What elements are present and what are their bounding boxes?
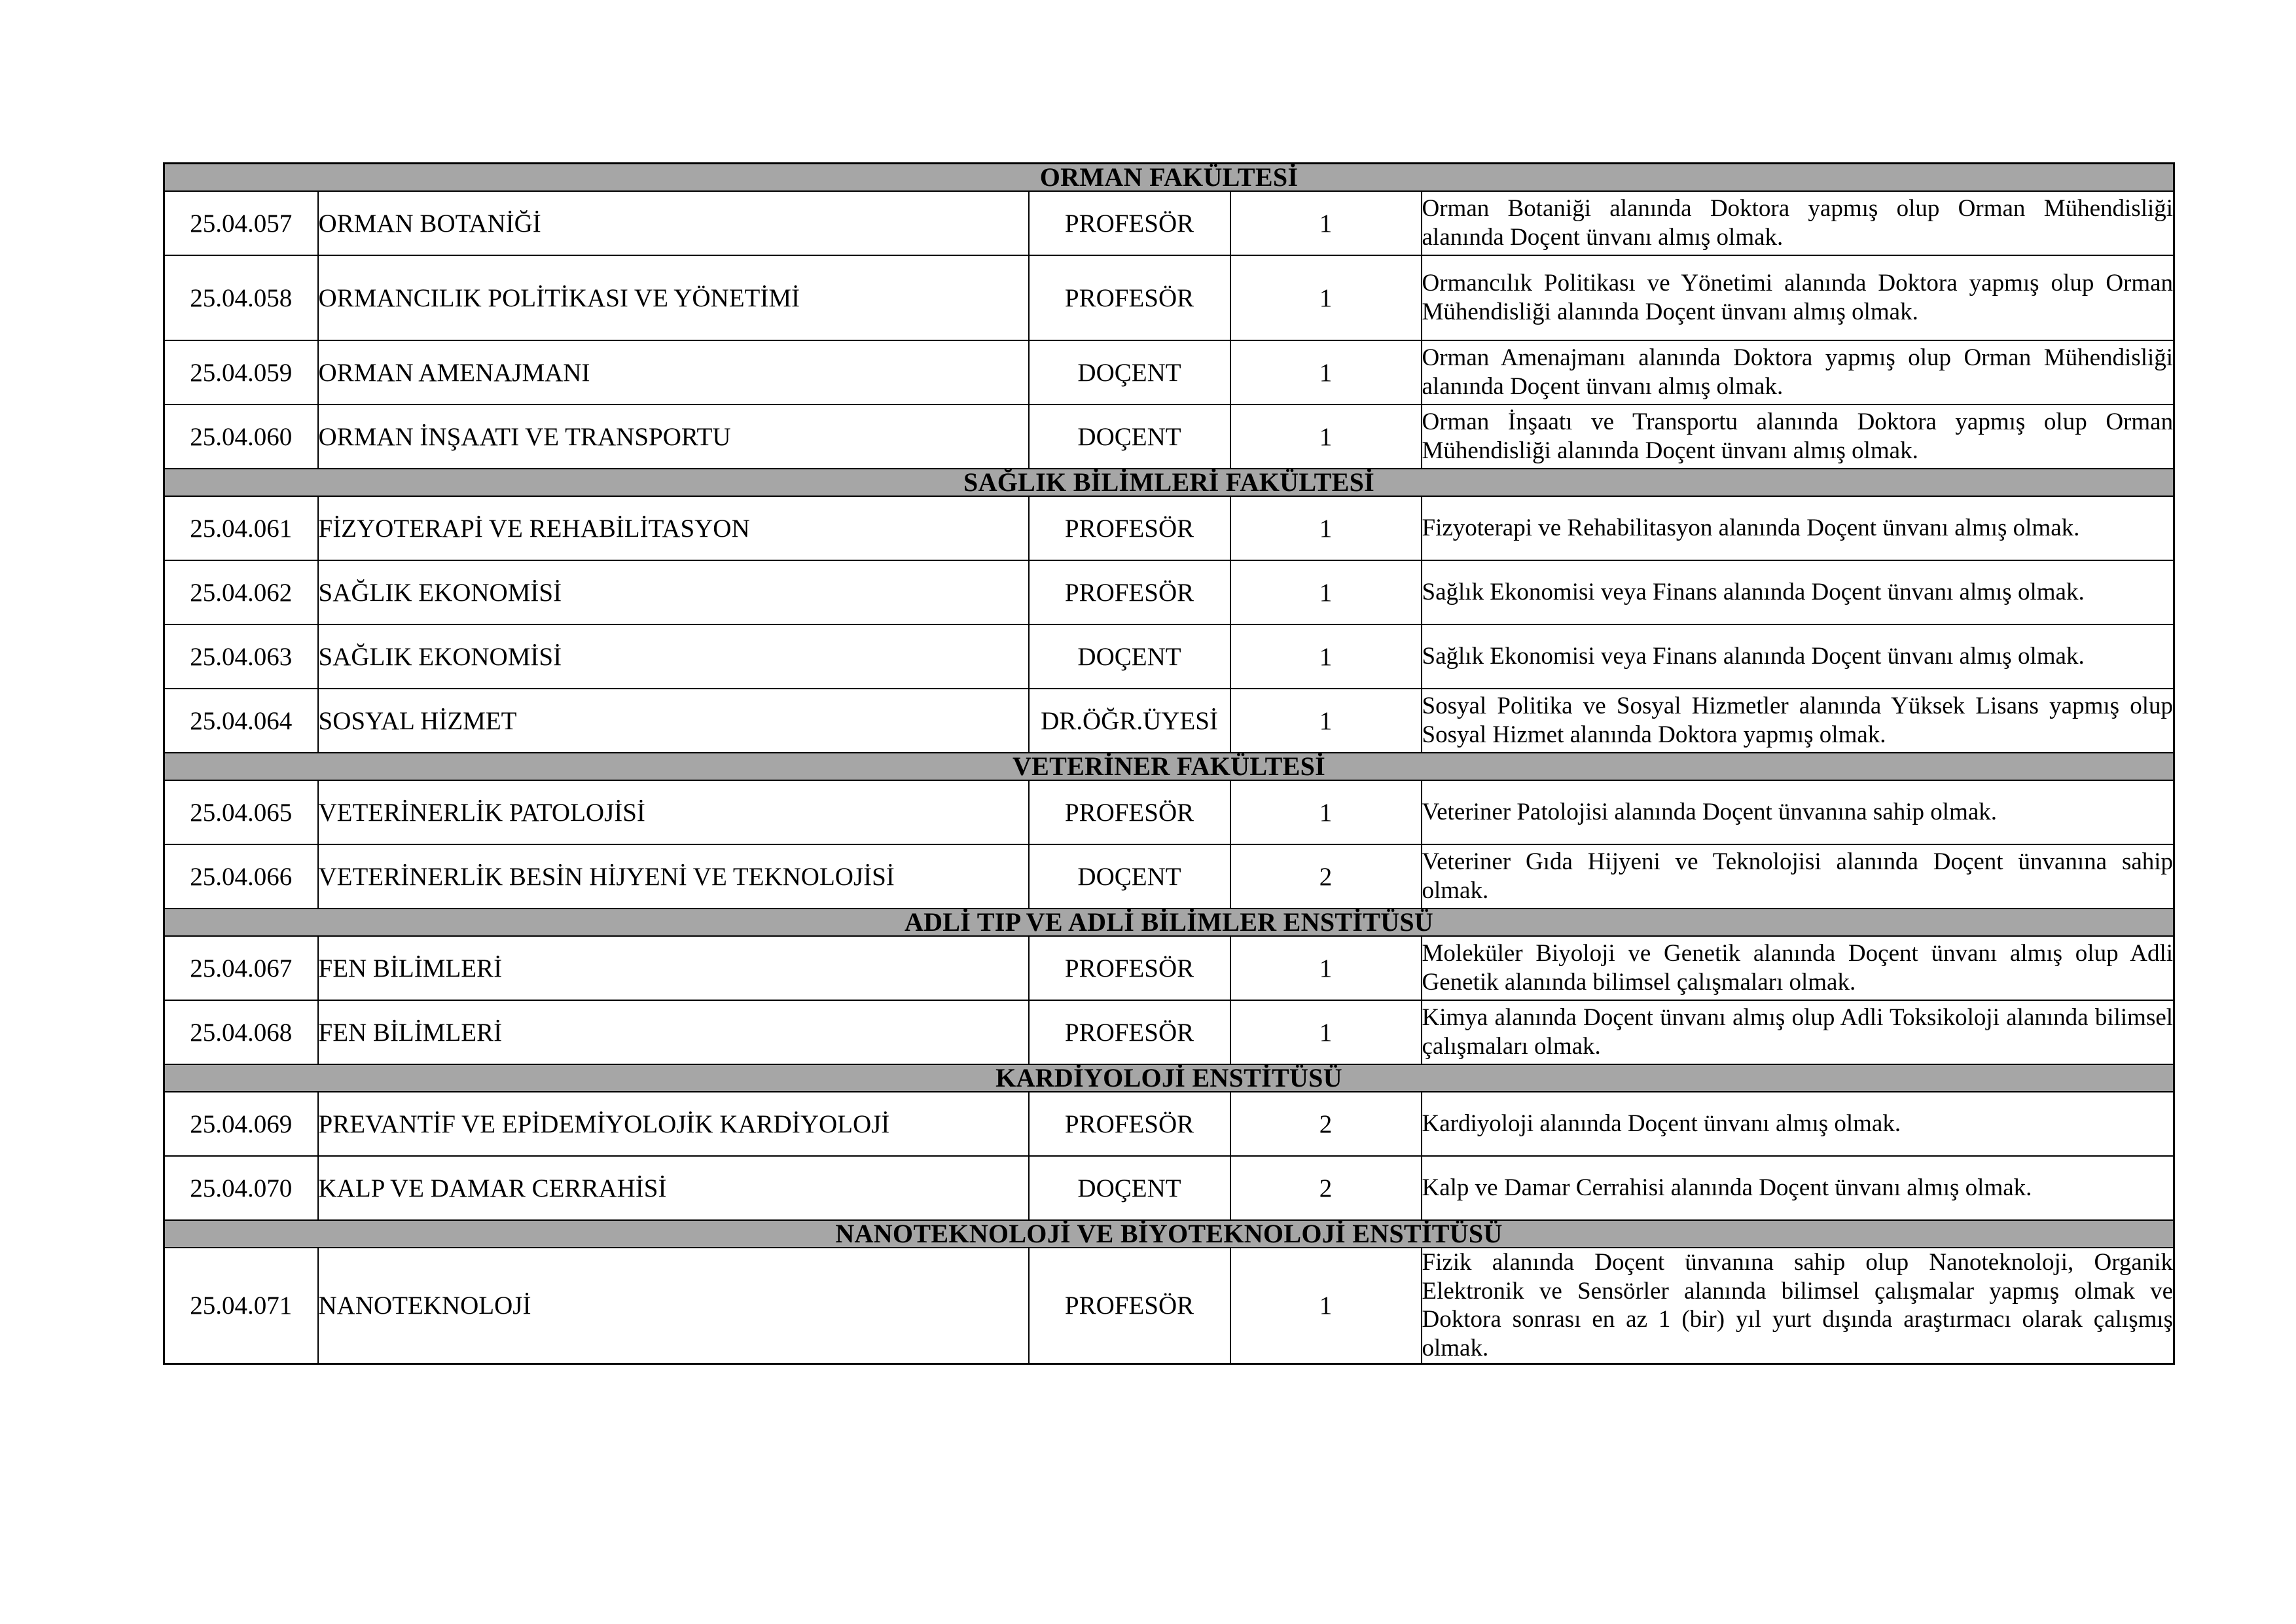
position-count-cell: 1 <box>1230 496 1422 560</box>
table-row <box>164 191 2174 255</box>
department-name-cell: FEN BİLİMLERİ <box>318 936 1029 1000</box>
requirement-text: Orman İnşaatı ve Transportu alanında Doktora yapmış olup Orman Mühendisliği alanında Doçent ünvanı almış olmak. <box>1422 408 2174 464</box>
requirement-description-cell <box>1422 936 2174 1000</box>
table-row <box>164 1156 2174 1220</box>
section-header-row <box>164 1220 2174 1248</box>
section-heading: ADLİ TIP VE ADLİ BİLİMLER ENSTİTÜSÜ <box>164 909 2174 936</box>
academic-title-cell: PROFESÖR <box>1029 1248 1230 1363</box>
academic-title-cell: DOÇENT <box>1029 1156 1230 1220</box>
department-name-cell: SAĞLIK EKONOMİSİ <box>318 624 1029 689</box>
requirement-text: Fizyoterapi ve Rehabilitasyon alanında Doçent ünvanı almış olmak. <box>1422 514 2080 542</box>
requirement-text: Orman Amenajmanı alanında Doktora yapmış olup Orman Mühendisliği alanında Doçent ünvanı almış olmak. <box>1422 344 2174 400</box>
requirement-description-cell <box>1422 844 2174 909</box>
requirement-description-cell <box>1422 780 2174 844</box>
academic-title-cell: PROFESÖR <box>1029 780 1230 844</box>
position-count-cell: 1 <box>1230 255 1422 340</box>
position-code-cell: 25.04.058 <box>164 255 318 340</box>
position-count-cell: 1 <box>1230 191 1422 255</box>
academic-title-cell: PROFESÖR <box>1029 255 1230 340</box>
department-name-cell: FİZYOTERAPİ VE REHABİLİTASYON <box>318 496 1029 560</box>
table-row <box>164 560 2174 624</box>
requirement-text: Sağlık Ekonomisi veya Finans alanında Doçent ünvanı almış olmak. <box>1422 579 2085 606</box>
academic-title-cell: PROFESÖR <box>1029 191 1230 255</box>
section-header-row <box>164 164 2174 192</box>
requirement-text: Kardiyoloji alanında Doçent ünvanı almış olmak. <box>1422 1110 1901 1138</box>
requirement-text: Kalp ve Damar Cerrahisi alanında Doçent ünvanı almış olmak. <box>1422 1174 2032 1202</box>
requirement-text: Orman Botaniği alanında Doktora yapmış olup Orman Mühendisliği alanında Doçent ünvanı almış olmak. <box>1422 195 2174 251</box>
table-row <box>164 624 2174 689</box>
section-heading: ORMAN FAKÜLTESİ <box>164 164 2174 192</box>
requirement-description-cell <box>1422 1156 2174 1220</box>
position-count-cell: 1 <box>1230 1248 1422 1363</box>
section-heading: NANOTEKNOLOJİ VE BİYOTEKNOLOJİ ENSTİTÜSÜ <box>164 1220 2174 1248</box>
department-name-cell: NANOTEKNOLOJİ <box>318 1248 1029 1363</box>
requirement-description-cell <box>1422 624 2174 689</box>
requirement-description-cell <box>1422 1248 2174 1363</box>
department-name-cell: ORMAN AMENAJMANI <box>318 340 1029 405</box>
position-code-cell: 25.04.057 <box>164 191 318 255</box>
position-count-cell: 2 <box>1230 1092 1422 1156</box>
academic-title-cell: PROFESÖR <box>1029 496 1230 560</box>
section-header-row <box>164 753 2174 780</box>
position-code-cell: 25.04.064 <box>164 689 318 753</box>
position-code-cell: 25.04.059 <box>164 340 318 405</box>
position-code-cell: 25.04.060 <box>164 405 318 469</box>
academic-title-cell: PROFESÖR <box>1029 1092 1230 1156</box>
requirement-description-cell <box>1422 560 2174 624</box>
table-row <box>164 255 2174 340</box>
position-count-cell: 1 <box>1230 1000 1422 1064</box>
requirement-description-cell <box>1422 255 2174 340</box>
position-count-cell: 1 <box>1230 689 1422 753</box>
position-count-cell: 1 <box>1230 780 1422 844</box>
position-code-cell: 25.04.067 <box>164 936 318 1000</box>
academic-title-cell: PROFESÖR <box>1029 1000 1230 1064</box>
position-code-cell: 25.04.071 <box>164 1248 318 1363</box>
section-heading: VETERİNER FAKÜLTESİ <box>164 753 2174 780</box>
position-code-cell: 25.04.065 <box>164 780 318 844</box>
requirement-text: Sağlık Ekonomisi veya Finans alanında Doçent ünvanı almış olmak. <box>1422 643 2085 670</box>
table-row <box>164 780 2174 844</box>
requirement-text: Sosyal Politika ve Sosyal Hizmetler alanında Yüksek Lisans yapmış olup Sosyal Hizmet alanında Doktora yapmış olmak. <box>1422 693 2174 748</box>
requirement-text: Veteriner Gıda Hijyeni ve Teknolojisi alanında Doçent ünvanına sahip olmak. <box>1422 848 2174 904</box>
position-count-cell: 1 <box>1230 405 1422 469</box>
requirement-description-cell <box>1422 496 2174 560</box>
position-code-cell: 25.04.066 <box>164 844 318 909</box>
position-code-cell: 25.04.063 <box>164 624 318 689</box>
section-header-row <box>164 909 2174 936</box>
section-heading: SAĞLIK BİLİMLERİ FAKÜLTESİ <box>164 469 2174 496</box>
academic-title-cell: DOÇENT <box>1029 844 1230 909</box>
department-name-cell: FEN BİLİMLERİ <box>318 1000 1029 1064</box>
requirement-text: Fizik alanında Doçent ünvanına sahip olup Nanoteknoloji, Organik Elektronik ve Sensörler alanında bilimsel çalışmalar yapmış olmak ve Doktora sonrası en az 1 (bir) yıl yurt dışında araştırmacı olarak çalışmış olmak. <box>1422 1249 2174 1362</box>
requirement-description-cell <box>1422 1000 2174 1064</box>
requirement-description-cell <box>1422 405 2174 469</box>
position-count-cell: 1 <box>1230 624 1422 689</box>
department-name-cell: VETERİNERLİK BESİN HİJYENİ VE TEKNOLOJİSİ <box>318 844 1029 909</box>
section-heading: KARDİYOLOJİ ENSTİTÜSÜ <box>164 1064 2174 1092</box>
table-row <box>164 1248 2174 1363</box>
academic-title-cell: PROFESÖR <box>1029 560 1230 624</box>
requirement-description-cell <box>1422 340 2174 405</box>
section-header-row <box>164 469 2174 496</box>
department-name-cell: ORMAN BOTANİĞİ <box>318 191 1029 255</box>
department-name-cell: SAĞLIK EKONOMİSİ <box>318 560 1029 624</box>
position-count-cell: 2 <box>1230 844 1422 909</box>
academic-title-cell: DOÇENT <box>1029 624 1230 689</box>
academic-title-cell: DR.ÖĞR.ÜYESİ <box>1029 689 1230 753</box>
requirement-text: Veteriner Patolojisi alanında Doçent ünvanına sahip olmak. <box>1422 799 1998 826</box>
requirement-text: Kimya alanında Doçent ünvanı almış olup Adli Toksikoloji alanında bilimsel çalışmaları olmak. <box>1422 1004 2174 1060</box>
table-body <box>164 164 2174 1364</box>
positions-table <box>163 162 2175 1365</box>
section-header-row <box>164 1064 2174 1092</box>
position-count-cell: 1 <box>1230 936 1422 1000</box>
table-row <box>164 1092 2174 1156</box>
requirement-description-cell <box>1422 1092 2174 1156</box>
academic-title-cell: DOÇENT <box>1029 340 1230 405</box>
department-name-cell: KALP VE DAMAR CERRAHİSİ <box>318 1156 1029 1220</box>
table-row <box>164 1000 2174 1064</box>
position-code-cell: 25.04.061 <box>164 496 318 560</box>
position-code-cell: 25.04.069 <box>164 1092 318 1156</box>
position-code-cell: 25.04.068 <box>164 1000 318 1064</box>
academic-title-cell: PROFESÖR <box>1029 936 1230 1000</box>
requirement-text: Ormancılık Politikası ve Yönetimi alanında Doktora yapmış olup Orman Mühendisliği alanında Doçent ünvanı almış olmak. <box>1422 270 2174 325</box>
position-code-cell: 25.04.070 <box>164 1156 318 1220</box>
table-row <box>164 340 2174 405</box>
table-row <box>164 936 2174 1000</box>
position-count-cell: 2 <box>1230 1156 1422 1220</box>
department-name-cell: VETERİNERLİK PATOLOJİSİ <box>318 780 1029 844</box>
table-row <box>164 844 2174 909</box>
table-row <box>164 496 2174 560</box>
department-name-cell: ORMAN İNŞAATI VE TRANSPORTU <box>318 405 1029 469</box>
position-count-cell: 1 <box>1230 340 1422 405</box>
requirement-text: Moleküler Biyoloji ve Genetik alanında Doçent ünvanı almış olup Adli Genetik alanında bilimsel çalışmaları olmak. <box>1422 940 2174 996</box>
department-name-cell: ORMANCILIK POLİTİKASI VE YÖNETİMİ <box>318 255 1029 340</box>
position-count-cell: 1 <box>1230 560 1422 624</box>
table-row <box>164 689 2174 753</box>
table-row <box>164 405 2174 469</box>
position-code-cell: 25.04.062 <box>164 560 318 624</box>
requirement-description-cell <box>1422 191 2174 255</box>
department-name-cell: SOSYAL HİZMET <box>318 689 1029 753</box>
department-name-cell: PREVANTİF VE EPİDEMİYOLOJİK KARDİYOLOJİ <box>318 1092 1029 1156</box>
requirement-description-cell <box>1422 689 2174 753</box>
academic-title-cell: DOÇENT <box>1029 405 1230 469</box>
